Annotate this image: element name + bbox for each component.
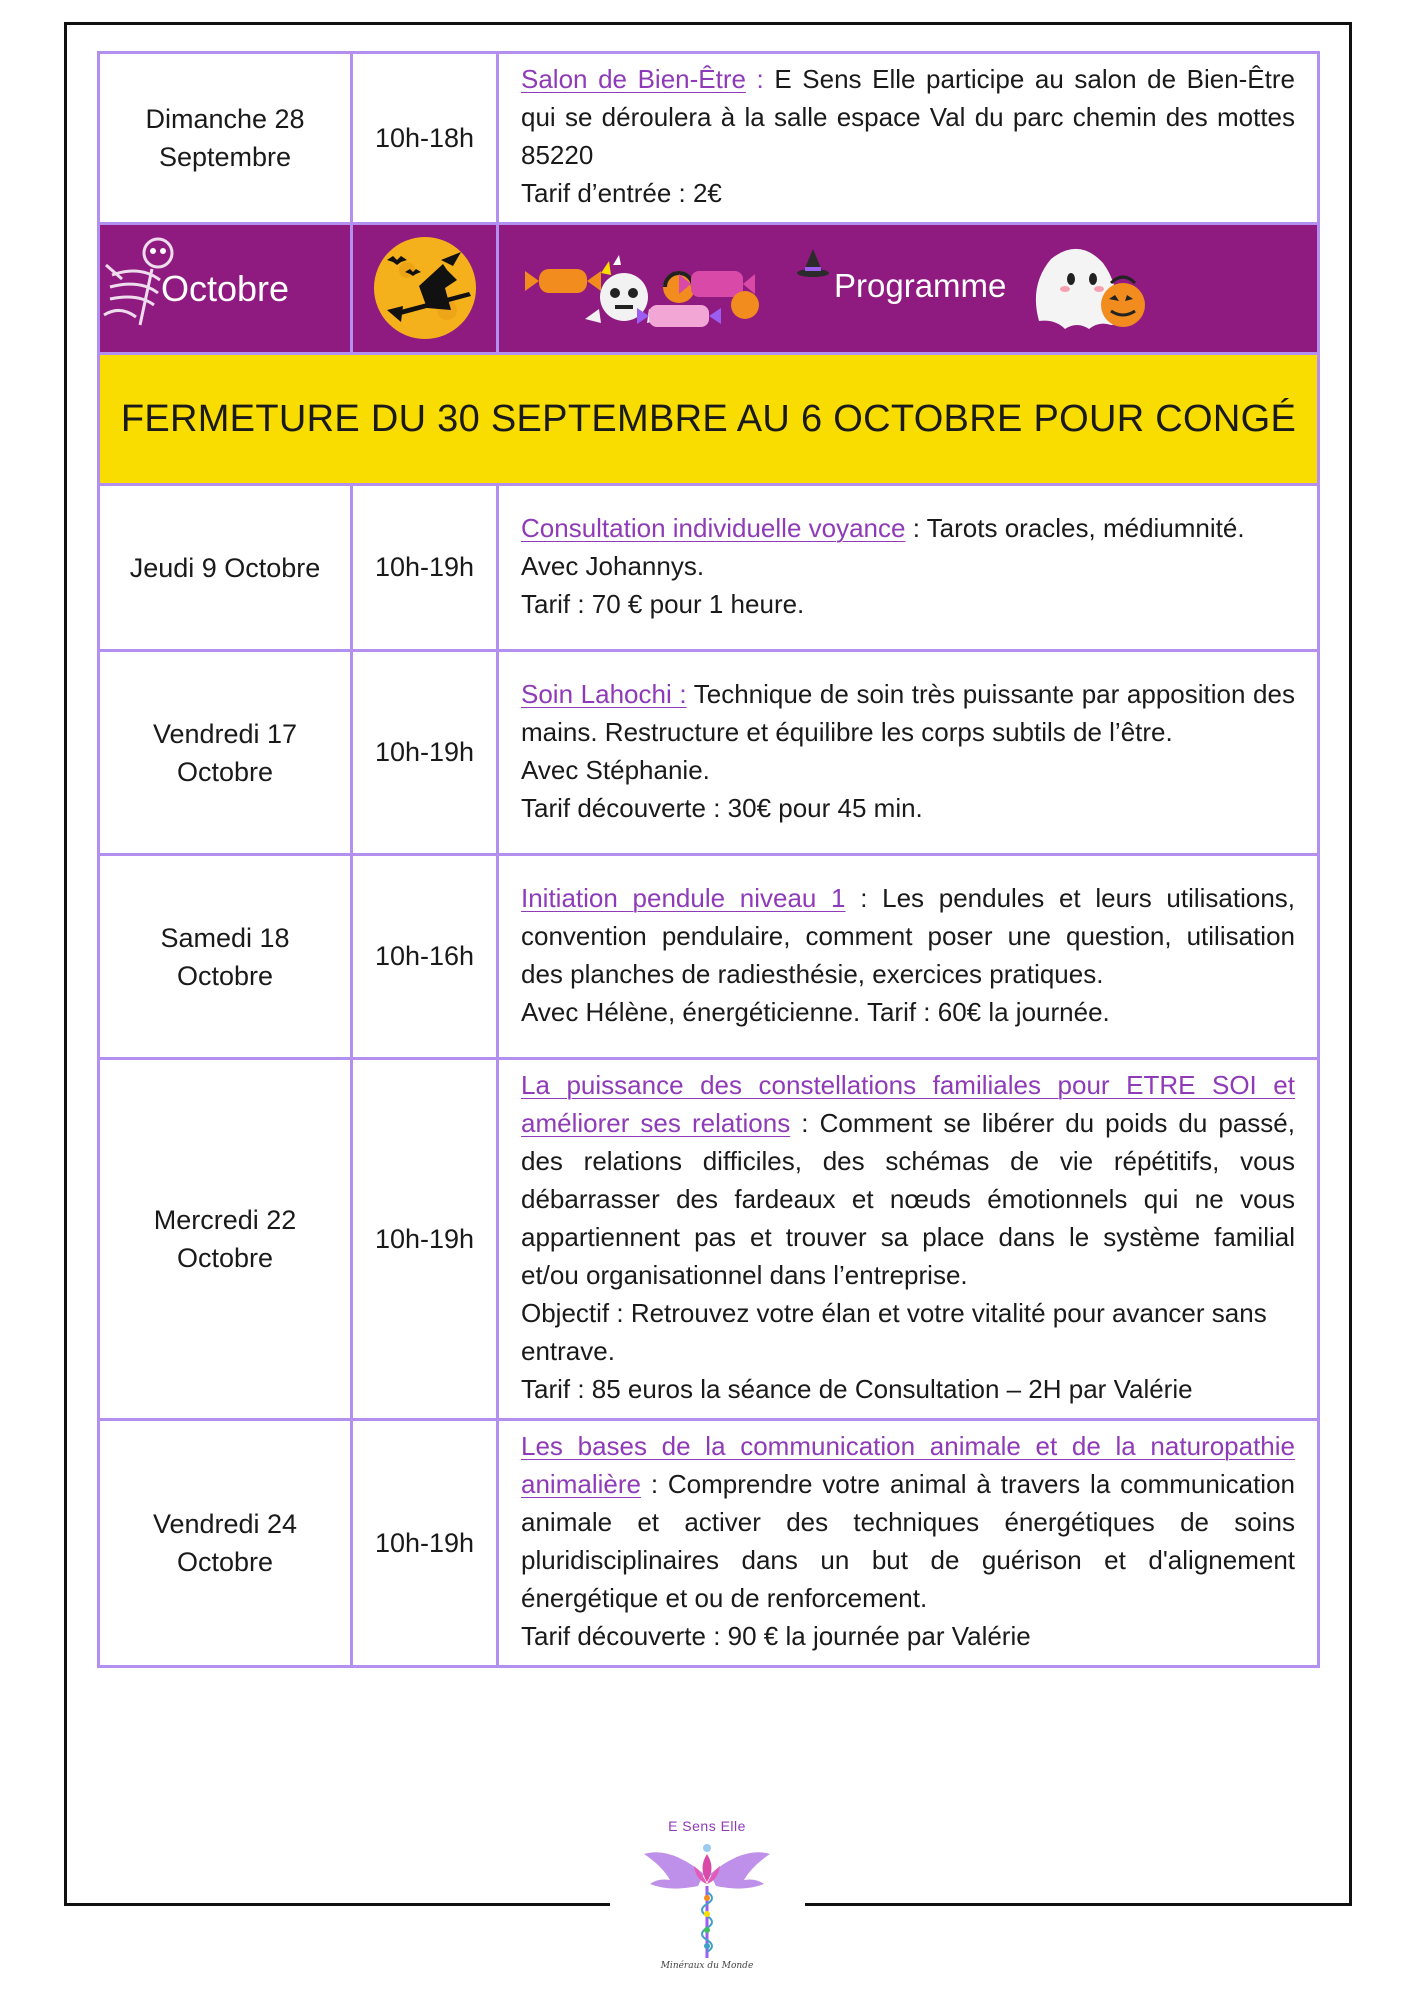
event-row: [99, 485, 1319, 651]
frame-border-bottom-right: [805, 1903, 1352, 1906]
frame-border-right: [1349, 22, 1352, 1906]
event-time: 10h-19h: [352, 485, 498, 651]
event-detail-line: Avec Johannys.: [521, 550, 705, 581]
event-date: Samedi 18 Octobre: [99, 855, 352, 1059]
event-text: Les pendules et leurs utilisations, convention pendulaire, comment poser une question, utilisation des planches de radiesthésie, exercices pratiques.: [521, 882, 1296, 989]
event-description: Salon de Bien-Être : E Sens Elle participe au salon de Bien-Être qui se déroulera à la salle espace Val du parc chemin des mottes 85220 Tarif d’entrée : 2€: [498, 53, 1319, 224]
winged-lotus-icon: [640, 1834, 774, 1960]
month-name: Octobre: [160, 267, 290, 309]
event-text: Tarots oracles, médiumnité.: [926, 512, 1245, 543]
logo-tagline: Minéraux du Monde: [660, 1961, 754, 1971]
event-time: 10h-18h: [352, 53, 498, 224]
event-row: [99, 651, 1319, 855]
frame-border-left: [64, 22, 67, 1906]
event-description: La puissance des constellations familiales pour ETRE SOI et améliorer ses relations : Comment se libérer du poids du passé, des relations difficiles, des schémas de vie répétitifs, vous débarrasser des fardeaux et nœuds émotionnels qui ne vous appartiennent pas et trouver sa place dans le système familial et/ou organisationnel dans l’entreprise. Objectif : Retrouvez votre élan et votre vitalité pour avancer sans entrave. Tarif : 85 euros la séance de Consultation – 2H par Valérie: [498, 1059, 1319, 1420]
event-detail-line: Tarif découverte : 90 € la journée par Valérie: [521, 1621, 1031, 1651]
event-time: 10h-19h: [352, 1059, 498, 1420]
event-title: Salon de Bien-Être: [521, 64, 746, 94]
september-event-row: [99, 53, 1319, 224]
event-detail-line: Tarif : 70 € pour 1 heure.: [521, 588, 805, 619]
event-title: La puissance des constellations familiales pour ETRE SOI et améliorer ses relations: [521, 1070, 1295, 1138]
event-description: Initiation pendule niveau 1 : Les pendules et leurs utilisations, convention pendulaire, comment poser une question, utilisation des planches de radiesthésie, exercices pratiques. Avec Hélène, énergéticienne. Tarif : 60€ la journée.: [498, 855, 1319, 1059]
logo: [640, 1818, 774, 1994]
event-row: [99, 855, 1319, 1059]
event-title: Consultation individuelle voyance: [521, 512, 906, 543]
event-date: Jeudi 9 Octobre: [99, 485, 352, 651]
frame-border-bottom-left: [64, 1903, 610, 1906]
event-time: 10h-19h: [352, 651, 498, 855]
event-price: Tarif d’entrée : 2€: [521, 178, 722, 208]
event-time: 10h-16h: [352, 855, 498, 1059]
skeleton-icon: [100, 235, 190, 335]
event-row: [99, 1420, 1319, 1667]
event-text: Comprendre votre animal à travers la communication animale et activer des techniques énergétiques de soins pluridisciplinaires dans un but de guérison et d'alignement énergétique et ou de renforcement.: [521, 1469, 1295, 1613]
event-description: Les bases de la communication animale et de la naturopathie animalière : Comprendre votre animal à travers la communication animale et activer des techniques énergétiques de soins pluridisciplinaires dans un but de guérison et d'alignement énergétique et ou de renforcement. Tarif découverte : 90 € la journée par Valérie: [498, 1420, 1319, 1667]
month-title-cell: [99, 224, 352, 354]
event-text: E Sens Elle participe au salon de Bien-Être qui se déroulera à la salle espace Val du parc chemin des mottes 85220: [521, 64, 1295, 170]
moon-cell: [352, 224, 498, 354]
event-date: Vendredi 24 Octobre: [99, 1420, 352, 1667]
program-label: Programme: [834, 267, 1007, 304]
event-time: 10h-19h: [352, 1420, 498, 1667]
closure-notice: FERMETURE DU 30 SEPTEMBRE AU 6 OCTOBRE POUR CONGÉ: [99, 354, 1319, 485]
witch-moon-icon: [357, 230, 493, 342]
event-title: Les bases de la communication animale et de la naturopathie animalière: [521, 1431, 1295, 1499]
month-header-row: [99, 224, 1319, 354]
event-text: Technique de soin très puissante par apposition des mains. Restructure et équilibre les corps subtils de l’être.: [521, 678, 1295, 747]
event-date: Mercredi 22 Octobre: [99, 1059, 352, 1420]
event-description: Consultation individuelle voyance : Tarots oracles, médiumnité. Avec Johannys. Tarif : 70 € pour 1 heure.: [498, 485, 1319, 651]
closure-row: [99, 354, 1319, 485]
month-program-cell: [498, 224, 1319, 354]
event-date: Vendredi 17 Octobre: [99, 651, 352, 855]
agenda-table: [97, 51, 1320, 1668]
event-row: [99, 1059, 1319, 1420]
event-date: Dimanche 28 Septembre: [99, 53, 352, 224]
event-title: Soin Lahochi :: [521, 678, 687, 709]
event-text: Comment se libérer du poids du passé, des relations difficiles, des schémas de vie répétitifs, vous débarrasser des fardeaux et nœuds émotionnels qui ne vous appartiennent pas et trouver sa place dans le système familial et/ou organisationnel dans l’entreprise.: [521, 1108, 1295, 1290]
event-detail-line: Objectif : Retrouvez votre élan et votre vitalité pour avancer sans entrave.: [521, 1298, 1267, 1366]
event-detail-line: Tarif : 85 euros la séance de Consultation – 2H par Valérie: [521, 1374, 1193, 1404]
event-detail-line: Avec Hélène, énergéticienne. Tarif : 60€ la journée.: [521, 996, 1110, 1027]
event-detail-line: Tarif découverte : 30€ pour 45 min.: [521, 792, 923, 823]
event-detail-line: Avec Stéphanie.: [521, 754, 710, 785]
logo-brand-text: E Sens Elle: [668, 1818, 746, 1834]
frame-border-top: [64, 22, 1352, 25]
event-description: [498, 651, 1319, 855]
event-title: Initiation pendule niveau 1: [521, 882, 846, 913]
